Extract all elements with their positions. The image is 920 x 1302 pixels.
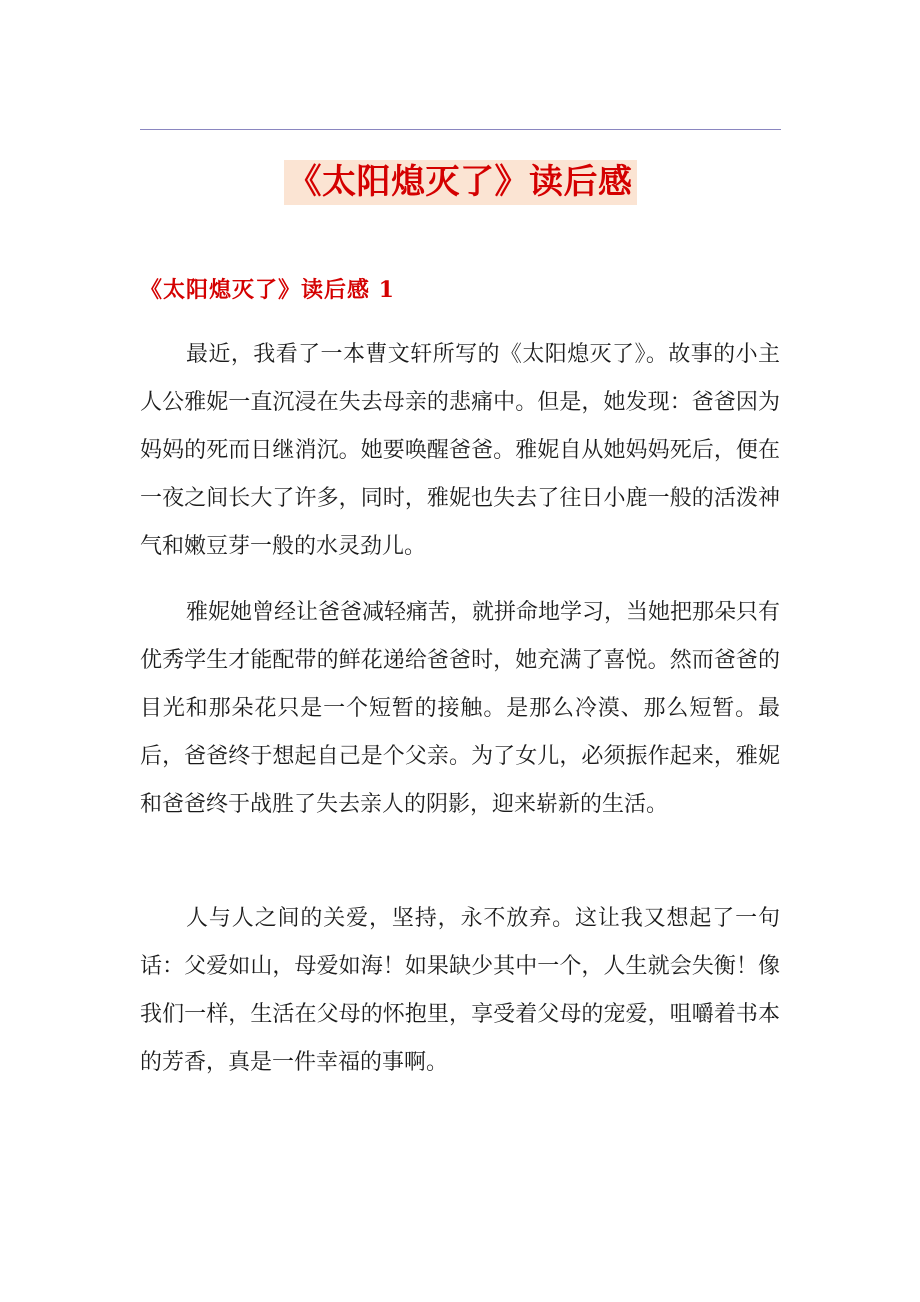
- header-rule: [140, 129, 781, 130]
- paragraph-2-block: [140, 589, 780, 829]
- paragraph-1: 最近，我看了一本曹文轩所写的《太阳熄灭了》。故事的小主人公雅妮一直沉浸在失去母亲的悲痛中。但是，她发现：爸爸因为妈妈的死而日继消沉。她要唤醒爸爸。雅妮自从她妈妈死后，便在一夜之间长大了许多，同时，雅妮也失去了往日小鹿一般的活泼神气和嫩豆芽一般的水灵劲儿。: [140, 342, 780, 559]
- section-heading: 《太阳熄灭了》读后感 1: [140, 277, 395, 303]
- paragraph-3: 人与人之间的关爱，坚持，永不放弃。这让我又想起了一句话：父爱如山，母爱如海！如果缺少其中一个，人生就会失衡！像我们一样，生活在父母的怀抱里，享受着父母的宠爱，咀嚼着书本的芳香，真是一件幸福的事啊。: [140, 906, 780, 1075]
- paragraph-1-block: [140, 331, 780, 571]
- paragraph-2: 雅妮她曾经让爸爸减轻痛苦，就拼命地学习，当她把那朵只有优秀学生才能配带的鲜花递给爸爸时，她充满了喜悦。然而爸爸的目光和那朵花只是一个短暂的接触。是那么冷漠、那么短暂。最后，爸爸终于想起自己是个父亲。为了女儿，必须振作起来，雅妮和爸爸终于战胜了失去亲人的阴影，迎来崭新的生活。: [140, 600, 781, 817]
- title-container: [0, 160, 920, 205]
- paragraph-3-block: [140, 895, 780, 1087]
- page-title: 《太阳熄灭了》读后感: [284, 160, 637, 205]
